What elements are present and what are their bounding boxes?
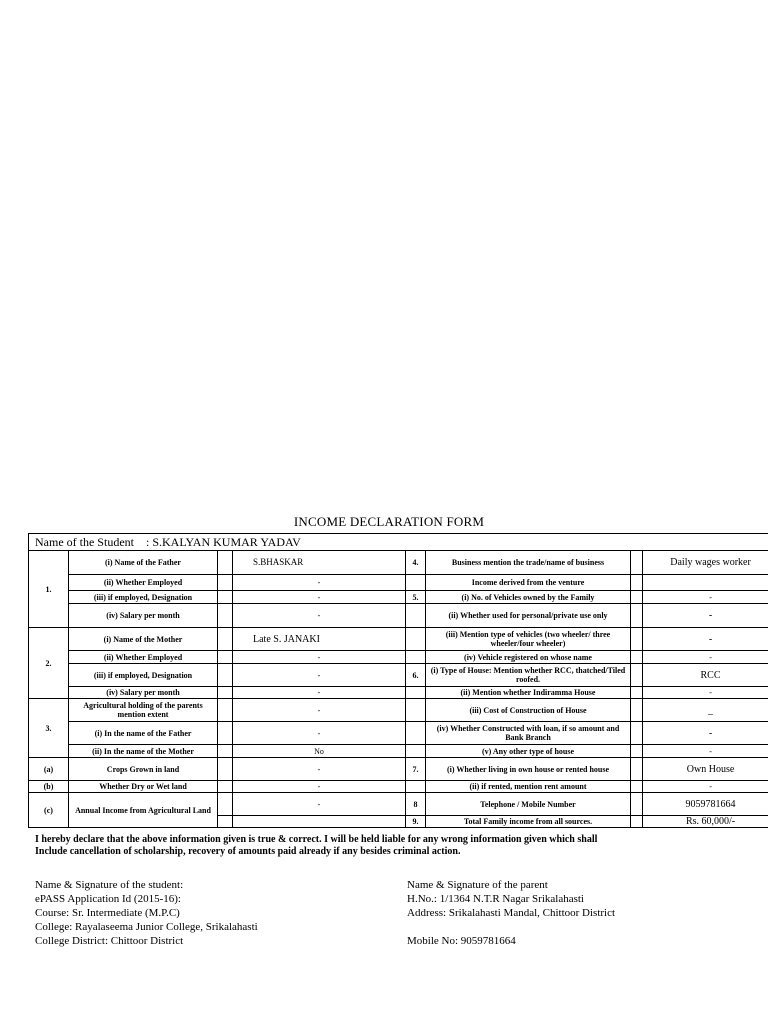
agri-father-value: - [233, 722, 406, 745]
mother-salary-value: - [233, 687, 406, 699]
agri-holding-label: Agricultural holding of the parents mention extent [69, 699, 218, 722]
father-salary-label: (iv) Salary per month [69, 604, 218, 628]
other-house-value: - [643, 745, 768, 758]
table-row [29, 651, 768, 664]
construction-cost-value: _ [643, 699, 768, 722]
own-house-value: Own House [643, 758, 768, 781]
mother-designation-value: - [233, 664, 406, 687]
section-number-4: 4. [406, 551, 426, 575]
house-loan-label: (iv) Whether Constructed with loan, if so amount and Bank Branch [426, 722, 631, 745]
dry-wet-value: - [233, 781, 406, 793]
section-number-7: 7. [406, 758, 426, 781]
rent-value: - [643, 781, 768, 793]
mother-salary-label: (iv) Salary per month [69, 687, 218, 699]
rent-label: (ii) if rented, mention rent amount [426, 781, 631, 793]
section-number-3: 3. [29, 699, 69, 758]
vehicle-registered-value: - [643, 651, 768, 664]
dry-wet-label: Whether Dry or Wet land [69, 781, 218, 793]
annual-income-value: - [233, 793, 406, 816]
student-name-row [29, 534, 768, 551]
table-row [29, 687, 768, 699]
vehicles-count-value: - [643, 591, 768, 604]
total-income-label: Total Family income from all sources. [426, 816, 631, 828]
epass-id-label: ePASS Application Id (2015-16): [35, 893, 181, 905]
course-label: Course: Sr. Intermediate (M.P.C) [35, 907, 180, 919]
table-row [29, 722, 768, 745]
agri-holding-value: - [233, 699, 406, 722]
address-label: Address: Srikalahasti Mandal, Chittoor District [407, 907, 616, 919]
vehicles-count-label: (i) No. of Vehicles owned by the Family [426, 591, 631, 604]
table-row [29, 575, 768, 591]
mother-name-value: Late S. JANAKI [233, 628, 406, 651]
table-row [29, 699, 768, 722]
row-tag-c: (c) [29, 793, 69, 828]
vehicle-registered-label: (iv) Vehicle registered on whose name [426, 651, 631, 664]
college-label: College: Rayalaseema Junior College, Srikalahasti [35, 921, 258, 933]
indiramma-house-label: (ii) Mention whether Indiramma House [426, 687, 631, 699]
house-type-value: RCC [643, 664, 768, 687]
house-number-label: H.No.: 1/1364 N.T.R Nagar Srikalahasti [407, 893, 584, 905]
father-employed-label: (ii) Whether Employed [69, 575, 218, 591]
student-name-label: Name of the Student [35, 534, 134, 549]
table-row [29, 664, 768, 687]
crops-value: - [233, 758, 406, 781]
vehicle-type-value: - [643, 628, 768, 651]
table-row [29, 591, 768, 604]
income-declaration-table [28, 533, 768, 828]
vehicle-type-label: (iii) Mention type of vehicles (two wheeler/ three wheeler/four wheeler) [426, 628, 631, 651]
declaration-text [35, 834, 755, 858]
annual-income-label: Annual Income from Agricultural Land [69, 793, 218, 828]
table-row [29, 793, 768, 816]
house-loan-value: - [643, 722, 768, 745]
section-number-1: 1. [29, 551, 69, 628]
table-row [29, 745, 768, 758]
business-label: Business mention the trade/name of business [426, 551, 631, 575]
section-number-8: 8 [406, 793, 426, 816]
mother-employed-value: - [233, 651, 406, 664]
table-row [29, 781, 768, 793]
declaration-line-2: Include cancellation of scholarship, recovery of amounts paid already if any besides criminal action. [35, 846, 461, 857]
agri-mother-label: (ii) In the name of the Mother [69, 745, 218, 758]
parent-signature-block [407, 878, 615, 948]
section-number-5: 5. [406, 591, 426, 604]
house-type-label: (i) Type of House: Mention whether RCC, thatched/Tiled roofed. [426, 664, 631, 687]
venture-income-value [643, 575, 768, 591]
phone-label: Telephone / Mobile Number [426, 793, 631, 816]
business-value: Daily wages worker [643, 551, 768, 575]
father-name-label: (i) Name of the Father [69, 551, 218, 575]
father-name-value: S.BHASKAR [233, 551, 406, 575]
table-row [29, 628, 768, 651]
table-row [29, 604, 768, 628]
vehicle-use-value: - [643, 604, 768, 628]
table-row [29, 758, 768, 781]
father-designation-value: - [233, 591, 406, 604]
indiramma-house-value: - [643, 687, 768, 699]
declaration-line-1: I hereby declare that the above information given is true & correct. I will be held liable for any wrong information given which shall [35, 834, 598, 845]
crops-label: Crops Grown in land [69, 758, 218, 781]
vehicle-use-label: (ii) Whether used for personal/private use only [426, 604, 631, 628]
father-salary-value: - [233, 604, 406, 628]
mother-employed-label: (ii) Whether Employed [69, 651, 218, 664]
table-row [29, 551, 768, 575]
row-tag-a: (a) [29, 758, 69, 781]
construction-cost-label: (iii) Cost of Construction of House [426, 699, 631, 722]
row-tag-b: (b) [29, 781, 69, 793]
mother-designation-label: (iii) if employed, Designation [69, 664, 218, 687]
total-income-value: Rs. 60,000/- [643, 816, 768, 828]
section-number-6: 6. [406, 664, 426, 687]
student-name-value: : S.KALYAN KUMAR YADAV [145, 534, 301, 549]
form-title: INCOME DECLARATION FORM [293, 514, 485, 529]
mobile-number-label: Mobile No: 9059781664 [407, 935, 516, 947]
other-house-label: (v) Any other type of house [426, 745, 631, 758]
student-signature-label: Name & Signature of the student: [35, 879, 184, 891]
father-designation-label: (iii) if employed, Designation [69, 591, 218, 604]
mother-name-label: (i) Name of the Mother [69, 628, 218, 651]
college-district-label: College District: Chittoor District [35, 935, 184, 947]
section-number-2: 2. [29, 628, 69, 699]
venture-income-label: Income derived from the venture [426, 575, 631, 591]
parent-signature-label: Name & Signature of the parent [407, 879, 548, 891]
father-employed-value: - [233, 575, 406, 591]
section-number-9: 9. [406, 816, 426, 828]
student-signature-block [35, 878, 258, 948]
phone-value: 9059781664 [643, 793, 768, 816]
own-house-label: (i) Whether living in own house or rented house [426, 758, 631, 781]
agri-mother-value: No [233, 745, 406, 758]
agri-father-label: (i) In the name of the Father [69, 722, 218, 745]
